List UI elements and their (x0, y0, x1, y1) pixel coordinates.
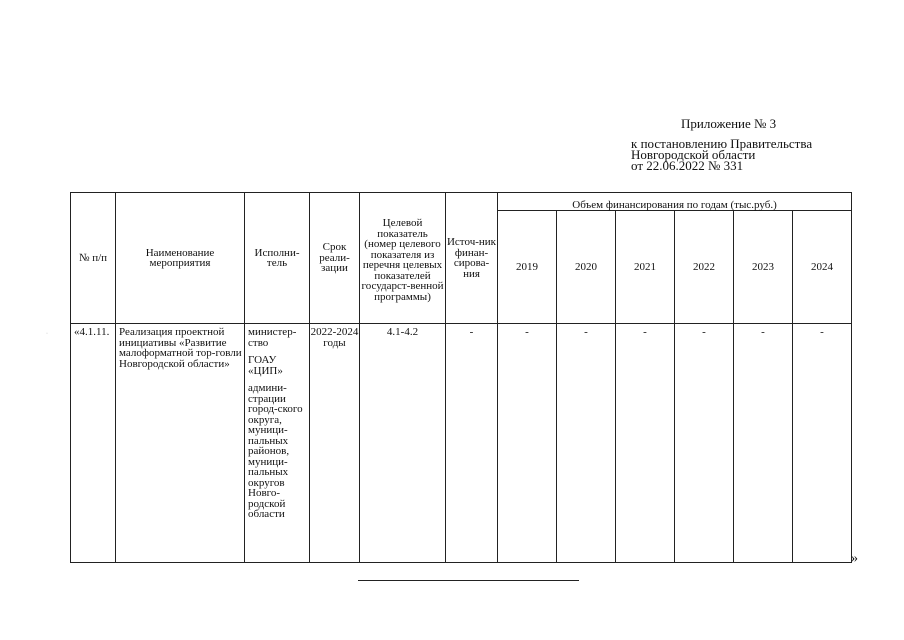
funding-table (70, 192, 852, 563)
header-name: Наименование мероприятия (116, 193, 245, 324)
header-num: № п/п (71, 193, 116, 324)
header-term: Срок реали-зации (310, 193, 360, 324)
header-year-2024: 2024 (793, 211, 852, 324)
closing-quote: » (851, 551, 858, 566)
row-year-2019: - (498, 324, 557, 563)
appendix-line-2: Новгородской области (631, 147, 756, 162)
header-row-1 (71, 193, 852, 211)
header-year-2019: 2019 (498, 211, 557, 324)
header-year-2020: 2020 (557, 211, 616, 324)
header-year-2022: 2022 (675, 211, 734, 324)
row-year-2020: - (557, 324, 616, 563)
row-year-2022: - (675, 324, 734, 563)
row-year-2023: - (734, 324, 793, 563)
header-year-2021: 2021 (616, 211, 675, 324)
executor-goau: ГОАУ «ЦИП» (248, 354, 283, 377)
table-row (71, 324, 852, 563)
executor-ministry: министер-ство (248, 326, 297, 349)
row-term: 2022-2024 годы (310, 324, 360, 563)
appendix-line-3: от 22.06.2022 № 331 (631, 158, 744, 173)
header-year-2023: 2023 (734, 211, 793, 324)
scan-dot: · (46, 331, 48, 337)
header-executor: Исполни-тель (245, 193, 310, 324)
row-year-2024: - (793, 324, 852, 563)
executor-administrations: админи-страции город-ского округа, муници-пальных районов, муници-пальных округов Новго-родской области (248, 382, 303, 520)
appendix-line-1: к постановлению Правительства (631, 136, 813, 151)
appendix-title: Приложение № 3 (681, 116, 777, 131)
row-source: - (446, 324, 498, 563)
row-name: Реализация проектной инициативы «Развитие малоформатной тор-говли Новгородской области» (116, 324, 245, 563)
row-executor (245, 324, 310, 563)
header-target: Целевой показатель (номер целевого показателя из перечня целевых показателей государст-венной программы) (360, 193, 446, 324)
header-funding-group: Объем финансирования по годам (тыс.руб.) (498, 193, 852, 211)
row-year-2021: - (616, 324, 675, 563)
row-num: «4.1.11. (71, 324, 116, 563)
appendix-block (631, 118, 812, 171)
row-target: 4.1-4.2 (360, 324, 446, 563)
footer-rule (358, 580, 579, 581)
header-source: Источ-ник финан-сирова-ния (446, 193, 498, 324)
